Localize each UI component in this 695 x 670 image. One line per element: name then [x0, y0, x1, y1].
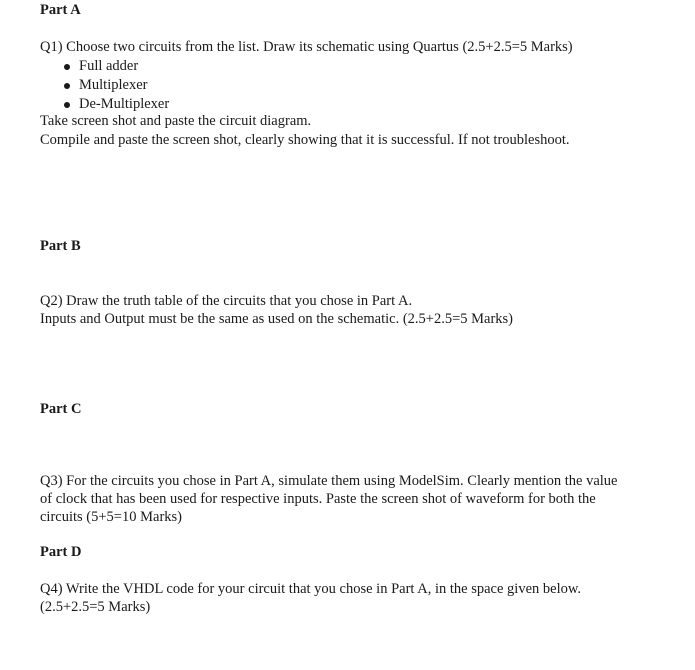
list-item: [64, 95, 169, 114]
bullet-icon: [64, 102, 70, 108]
option-de-multiplexer: De-Multiplexer: [79, 96, 170, 112]
list-item: [64, 76, 169, 95]
part-b-heading: Part B: [40, 238, 81, 254]
option-full-adder: Full adder: [79, 58, 139, 74]
question-3-line-2: of clock that has been used for respective inputs. Paste the screen shot of waveform for both the: [40, 491, 596, 507]
part-a-heading: Part A: [40, 2, 81, 18]
list-item: [64, 57, 169, 76]
question-4-line-1: Q4) Write the VHDL code for your circuit that you chose in Part A, in the space given below.: [40, 581, 582, 597]
instruction-compile: Compile and paste the screen shot, clearly showing that it is successful. If not troubleshoot.: [40, 132, 570, 148]
bullet-icon: [64, 64, 70, 70]
question-2-line-1: Q2) Draw the truth table of the circuits that you chose in Part A.: [40, 293, 413, 309]
part-c-heading: Part C: [40, 401, 82, 417]
circuit-options-list: [64, 57, 169, 114]
question-2-line-2: Inputs and Output must be the same as used on the schematic. (2.5+2.5=5 Marks): [40, 311, 514, 327]
bullet-icon: [64, 83, 70, 89]
question-3-line-1: Q3) For the circuits you chose in Part A, simulate them using ModelSim. Clearly mention the value: [40, 473, 618, 489]
question-1-text: Q1) Choose two circuits from the list. Draw its schematic using Quartus (2.5+2.5=5 Marks): [40, 39, 573, 55]
instruction-screenshot: Take screen shot and paste the circuit diagram.: [40, 113, 312, 129]
part-d-heading: Part D: [40, 544, 82, 560]
question-3-line-3: circuits (5+5=10 Marks): [40, 509, 182, 525]
option-multiplexer: Multiplexer: [79, 77, 148, 93]
question-4-line-2: (2.5+2.5=5 Marks): [40, 599, 151, 615]
